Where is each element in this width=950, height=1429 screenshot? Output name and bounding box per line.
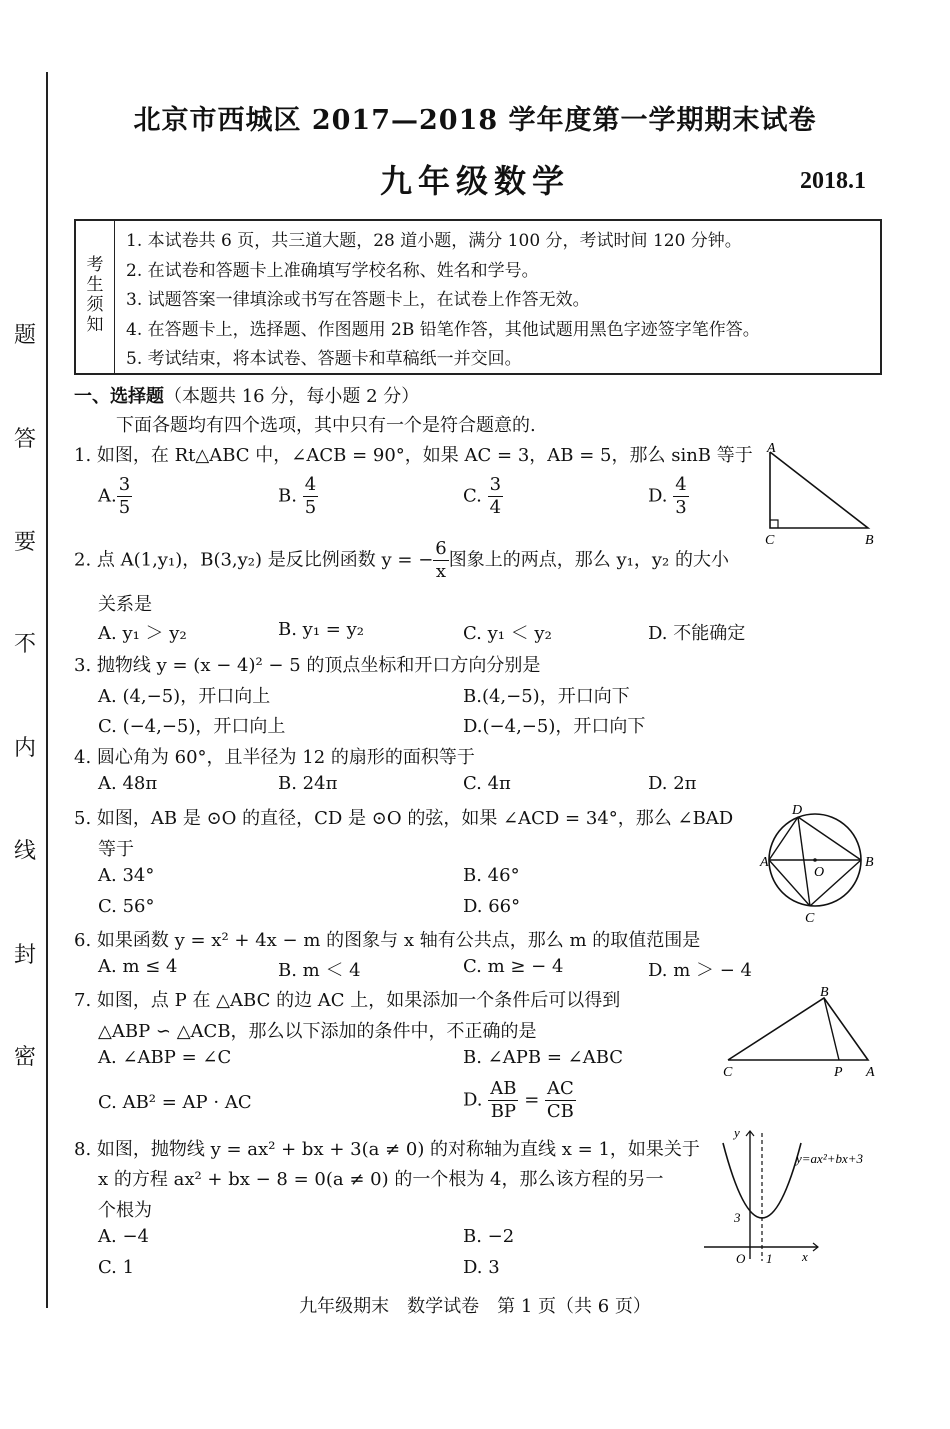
page-footer: 九年级期末 数学试卷 第 1 页（共 6 页） — [299, 1296, 651, 1317]
q1-stem: 1. 如图，在 Rt△ABC 中，∠ACB = 90°，如果 AC = 3，AB = 5，那么 sinB 等于 — [74, 445, 753, 466]
section-intro: 下面各题均有四个选项，其中只有一个是符合题意的. — [116, 415, 536, 436]
binding-text-char: 线 — [13, 839, 36, 864]
triangle-abc — [728, 998, 868, 1060]
notice-label-char: 考 — [86, 255, 104, 275]
chord-cd — [798, 817, 810, 906]
label-c: C — [723, 1065, 733, 1080]
label-b: B — [865, 533, 874, 548]
q3-stem: 3. 抛物线 y = (x − 4)² − 5 的顶点坐标和开口方向分别是 — [74, 655, 541, 676]
fraction — [673, 474, 688, 519]
label-o: O — [814, 865, 825, 880]
q1-option-a — [98, 474, 132, 519]
q7-triangle-figure — [718, 982, 883, 1082]
q4-option-a: A. 48π — [98, 773, 158, 794]
numerator: 3 — [118, 474, 131, 495]
q8-parabola-figure — [700, 1123, 890, 1273]
label-a: A — [760, 855, 769, 870]
q2-stem-cont: 关系是 — [98, 594, 152, 615]
fraction — [303, 474, 318, 519]
label-o: O — [736, 1251, 746, 1266]
q3-option-c: C. (−4,−5)，开口向上 — [98, 716, 286, 737]
triangle-abc — [770, 452, 868, 528]
binding-text-char: 内 — [13, 736, 36, 761]
exam-title: 北京市西城区 2017—2018 学年度第一学期期末试卷 — [133, 105, 817, 136]
q6-stem: 6. 如果函数 y = x² + 4x − m 的图象与 x 轴有公共点，那么 m 的取值范围是 — [74, 930, 701, 951]
label-p: P — [834, 1065, 843, 1080]
q8-option-c: C. 1 — [98, 1257, 135, 1278]
label-three: 3 — [734, 1210, 741, 1225]
binding-text-char: 答 — [13, 427, 36, 452]
q6-option-b: B. m ＜ 4 — [278, 960, 361, 981]
q2-option-a: A. y₁ ＞ y₂ — [98, 623, 187, 644]
q8-option-b: B. −2 — [463, 1226, 515, 1247]
denominator: x — [435, 561, 447, 582]
q8-option-d: D. 3 — [463, 1257, 500, 1278]
q7-stem-cont: △ABP ∽ △ACB，那么以下添加的条件中，不正确的是 — [98, 1021, 537, 1042]
binding-text-char: 封 — [13, 943, 36, 968]
q4-option-b: B. 24π — [278, 773, 338, 794]
q8-option-a: A. −4 — [98, 1226, 149, 1247]
label-b: B — [820, 985, 829, 1000]
label-c: C — [765, 533, 775, 548]
q7-option-b: B. ∠APB = ∠ABC — [463, 1047, 624, 1068]
fraction — [488, 474, 503, 519]
denominator: 5 — [118, 497, 131, 518]
center-dot — [813, 858, 817, 862]
fraction — [433, 538, 448, 583]
numerator: 3 — [489, 474, 502, 495]
q8-stem: 8. 如图，抛物线 y = ax² + bx + 3(a ≠ 0) 的对称轴为直线 x = 1，如果关于 — [74, 1139, 700, 1160]
notice-label — [76, 221, 115, 373]
q2-option-b: B. y₁ = y₂ — [278, 619, 364, 640]
label-a: A — [767, 441, 776, 456]
q4-stem: 4. 圆心角为 60°，且半径为 12 的扇形的面积等于 — [74, 747, 475, 768]
exam-date: 2018.1 — [800, 168, 866, 194]
denominator: 5 — [304, 497, 317, 518]
label-x: x — [802, 1249, 808, 1264]
label-b: B — [865, 855, 874, 870]
denominator: BP — [490, 1101, 517, 1122]
denominator: CB — [546, 1101, 574, 1122]
binding-text-char: 要 — [13, 530, 36, 555]
option-letter: B. — [278, 485, 297, 507]
q2-option-c: C. y₁ ＜ y₂ — [463, 623, 552, 644]
option-letter: A. — [98, 485, 117, 507]
numerator: AB — [490, 1078, 517, 1099]
label-one: 1 — [766, 1251, 773, 1266]
q5-stem-cont: 等于 — [98, 839, 134, 860]
q2-stem-part: 2. 点 A(1,y₁)，B(3,y₂) 是反比例函数 y = − — [74, 549, 434, 571]
notice-rule: 5. 考试结束，将本试卷、答题卡和草稿纸一并交回。 — [126, 349, 522, 369]
notice-rule: 1. 本试卷共 6 页，共三道大题，28 道小题，满分 100 分，考试时间 120 分钟。 — [126, 231, 742, 251]
denominator: 4 — [489, 497, 502, 518]
q3-option-a: A. (4,−5)，开口向上 — [98, 686, 271, 707]
q5-option-a: A. 34° — [98, 865, 155, 886]
q4-option-c: C. 4π — [463, 773, 511, 794]
q2-stem-part: 图象上的两点，那么 y₁，y₂ 的大小 — [448, 549, 729, 571]
q1-option-b — [278, 474, 318, 519]
label-c: C — [805, 911, 815, 924]
segment-db — [798, 817, 861, 860]
option-letter: D. — [648, 485, 668, 507]
notice-rule: 2. 在试卷和答题卡上准确填写学校名称、姓名和学号。 — [126, 260, 539, 281]
q2-option-d: D. 不能确定 — [648, 623, 746, 644]
label-y: y — [734, 1125, 740, 1140]
notice-rule: 4. 在答题卡上，选择题、作图题用 2B 铅笔作答，其他试题用黑色字迹签字笔作答。 — [126, 319, 760, 340]
q6-option-c: C. m ≥ − 4 — [463, 956, 564, 977]
q7-option-a: A. ∠ABP = ∠C — [98, 1047, 232, 1068]
q1-triangle-figure — [755, 440, 885, 548]
q8-stem-cont: x 的方程 ax² + bx − 8 = 0(a ≠ 0) 的一个根为 4，那么该方程的另一 — [98, 1169, 664, 1190]
q3-option-d: D.(−4,−5)，开口向下 — [463, 716, 646, 737]
binding-line — [46, 72, 48, 1308]
label-d: D — [792, 803, 803, 818]
q6-option-d: D. m ＞ − 4 — [648, 960, 753, 981]
numerator: 4 — [675, 474, 687, 495]
q5-stem: 5. 如图，AB 是 ⊙O 的直径，CD 是 ⊙O 的弦，如果 ∠ACD = 34°，那么 ∠BAD — [74, 808, 734, 829]
q5-option-d: D. 66° — [463, 896, 521, 917]
section-note: （本题共 16 分，每小题 2 分） — [164, 386, 420, 407]
denominator: 3 — [675, 497, 687, 518]
section-title: 一、选择题 — [74, 386, 164, 407]
exam-subtitle: 九年级数学 — [379, 162, 570, 200]
q7-option-d: D. $\frac{AB}{BP}$ = $\frac{AC}{CB}$ — [463, 1078, 574, 1122]
option-letter: C. — [463, 485, 482, 507]
section-heading — [74, 382, 419, 408]
notice-rule: 3. 试题答案一律填涂或书写在答题卡上，在试卷上作答无效。 — [126, 290, 590, 310]
q5-option-c: C. 56° — [98, 896, 155, 917]
fraction — [117, 474, 132, 519]
right-angle-mark — [770, 520, 778, 528]
q6-option-a: A. m ≤ 4 — [98, 956, 178, 977]
binding-text-char: 密 — [13, 1045, 36, 1070]
curve-label: y=ax²+bx+3 — [796, 1151, 864, 1166]
segment-ad — [769, 817, 798, 860]
q1-option-c — [463, 474, 503, 519]
notice-label-char: 知 — [86, 315, 104, 335]
fraction — [488, 1078, 518, 1123]
q5-option-b: B. 46° — [463, 865, 520, 886]
q2-stem — [74, 538, 729, 583]
q3-option-b: B.(4,−5)，开口向下 — [463, 686, 630, 707]
candidate-notice-box — [74, 219, 882, 375]
numerator: AC — [547, 1078, 574, 1099]
binding-text-char: 不 — [13, 632, 36, 657]
notice-label-char: 须 — [86, 295, 104, 315]
q4-option-d: D. 2π — [648, 773, 697, 794]
q5-circle-figure — [758, 798, 882, 924]
q8-stem-cont2: 个根为 — [98, 1200, 152, 1221]
label-a: A — [866, 1065, 875, 1080]
q7-option-c: C. AB² = AP · AC — [98, 1092, 252, 1113]
numerator: 6 — [435, 538, 447, 559]
notice-rules — [126, 227, 760, 375]
fraction — [545, 1078, 576, 1123]
q1-option-d — [648, 474, 689, 519]
q7-stem: 7. 如图，点 P 在 △ABC 的边 AC 上，如果添加一个条件后可以得到 — [74, 990, 621, 1011]
binding-text-char: 题 — [13, 323, 36, 348]
notice-label-char: 生 — [86, 275, 104, 295]
numerator: 4 — [304, 474, 317, 495]
option-letter: D. — [463, 1089, 483, 1111]
